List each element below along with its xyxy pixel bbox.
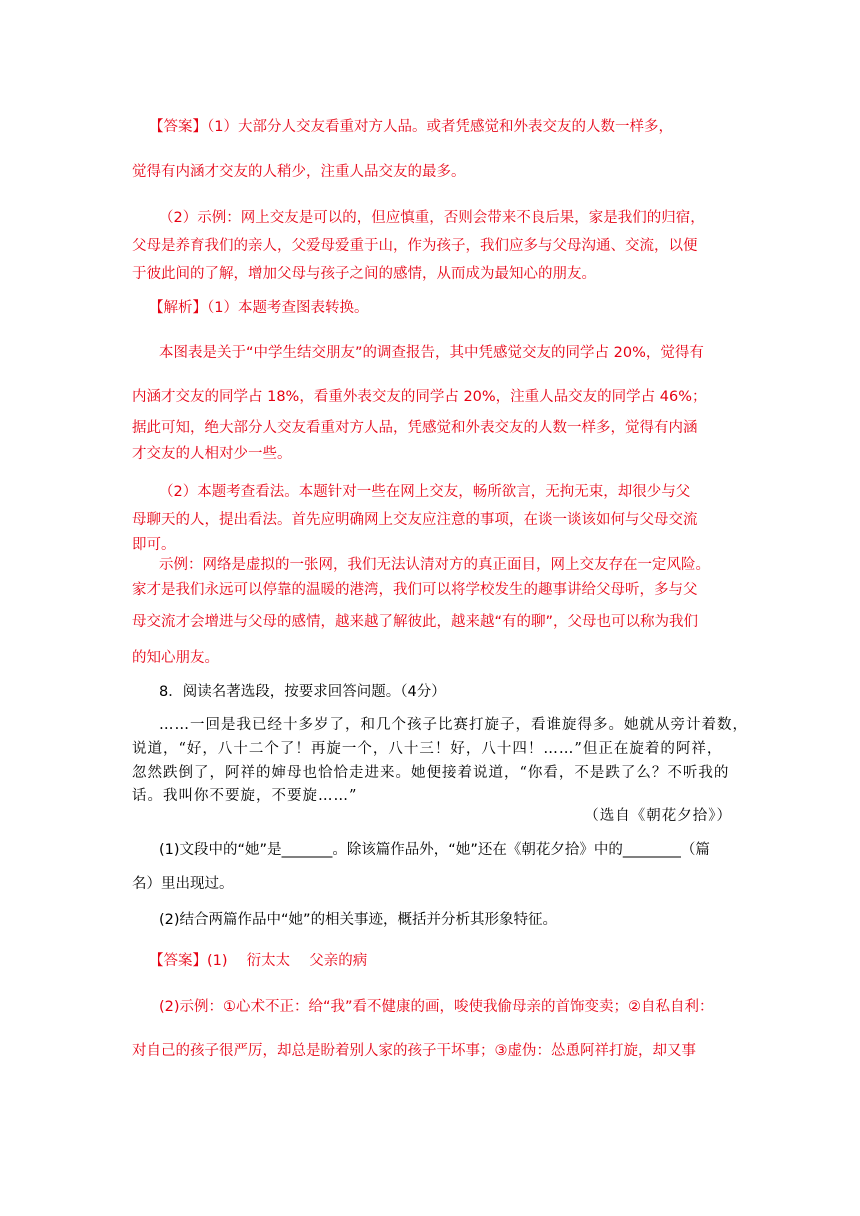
- excerpt-line: 话。我叫你不要旋，不要旋……”: [132, 788, 358, 804]
- question-part-1: (1)文段中的“她”是_______。除该篇作品外，“她”还在《朝花夕拾》中的________（篇: [159, 842, 710, 858]
- answer-text-line: 觉得有内涵才交友的人稍少，注重人品交友的最多。: [132, 164, 466, 180]
- analysis-text-line: 内涵才交友的同学占 18%，看重外表交友的同学占 20%，注重人品交友的同学占 46%；: [132, 389, 707, 405]
- analysis-text-line: 母聊天的人，提出看法。首先应明确网上交友应注意的事项，在谈一谈该如何与父母交流: [132, 512, 698, 528]
- analysis-text-line: 才交友的人相对少一些。: [132, 446, 292, 462]
- example-text-line: 母交流才会增进与父母的感情，越来越了解彼此，越来越“有的聊”，父母也可以称为我们: [132, 614, 699, 630]
- question-8-title: 8．阅读名著选段，按要求回答问题。（4分）: [159, 684, 446, 700]
- question-part-2: (2)结合两篇作品中“她”的相关事迹，概括并分析其形象特征。: [159, 912, 558, 928]
- example-text-line: 示例：网络是虚拟的一张网，我们无法认清对方的真正面目，网上交友存在一定风险。: [159, 557, 710, 573]
- excerpt-line: 说道，“好，八十二个了！再旋一个，八十三！好，八十四！……”但正在旋着的阿祥，: [132, 741, 723, 757]
- excerpt-line: 忽然跌倒了，阿祥的婶母也恰恰走进来。她便接着说道，“你看，不是跌了么？不听我的: [132, 765, 730, 781]
- analysis-heading-line: 【解析】（1）本题考查图表转换。: [149, 300, 369, 316]
- analysis-text-line: （2）本题考查看法。本题针对一些在网上交友，畅所欲言，无拘无束，却很少与父: [159, 484, 691, 500]
- question-part-1-cont: 名）里出现过。: [132, 876, 234, 892]
- answer-text-line: 于彼此间的了解，增加父母与孩子之间的感情，从而成为最知心的朋友。: [132, 266, 596, 282]
- answer-text-line: （2）示例：网上交友是可以的，但应慎重，否则会带来不良后果，家是我们的归宿，: [159, 210, 705, 226]
- answer-8-text-line: (2)示例：①心术不正：给“我”看不健康的画，唆使我偷母亲的首饰变卖；②自私自利：: [159, 999, 714, 1015]
- example-text-line: 的知心朋友。: [132, 650, 219, 666]
- example-text-line: 家才是我们永远可以停靠的温暖的港湾，我们可以将学校发生的趣事讲给父母听，多与父: [132, 582, 698, 598]
- excerpt-line: ……一回是我已经十多岁了，和几个孩子比赛打旋子，看谁旋得多。她就从旁计着数，: [159, 717, 748, 733]
- analysis-text-line: 据此可知，绝大部分人交友看重对方人品，凭感觉和外表交友的人数一样多，觉得有内涵: [132, 420, 698, 436]
- excerpt-source: （选自《朝花夕拾》）: [584, 808, 732, 824]
- answer-heading-line: 【答案】（1）大部分人交友看重对方人品。或者凭感觉和外表交友的人数一样多，: [149, 119, 673, 135]
- answer-text-line: 父母是养育我们的亲人，父爱母爱重于山，作为孩子，我们应多与父母沟通、交流，以便: [132, 238, 698, 254]
- analysis-text-line: 本图表是关于“中学生结交朋友”的调查报告，其中凭感觉交友的同学占 20%，觉得有: [159, 345, 704, 361]
- analysis-text-line: 即可。: [132, 537, 176, 553]
- answer-8-heading: 【答案】(1) 衍太太 父亲的病: [149, 953, 368, 969]
- answer-8-text-line: 对自己的孩子很严厉，却总是盼着别人家的孩子干坏事；③虚伪：怂恿阿祥打旋，却又事: [132, 1043, 696, 1059]
